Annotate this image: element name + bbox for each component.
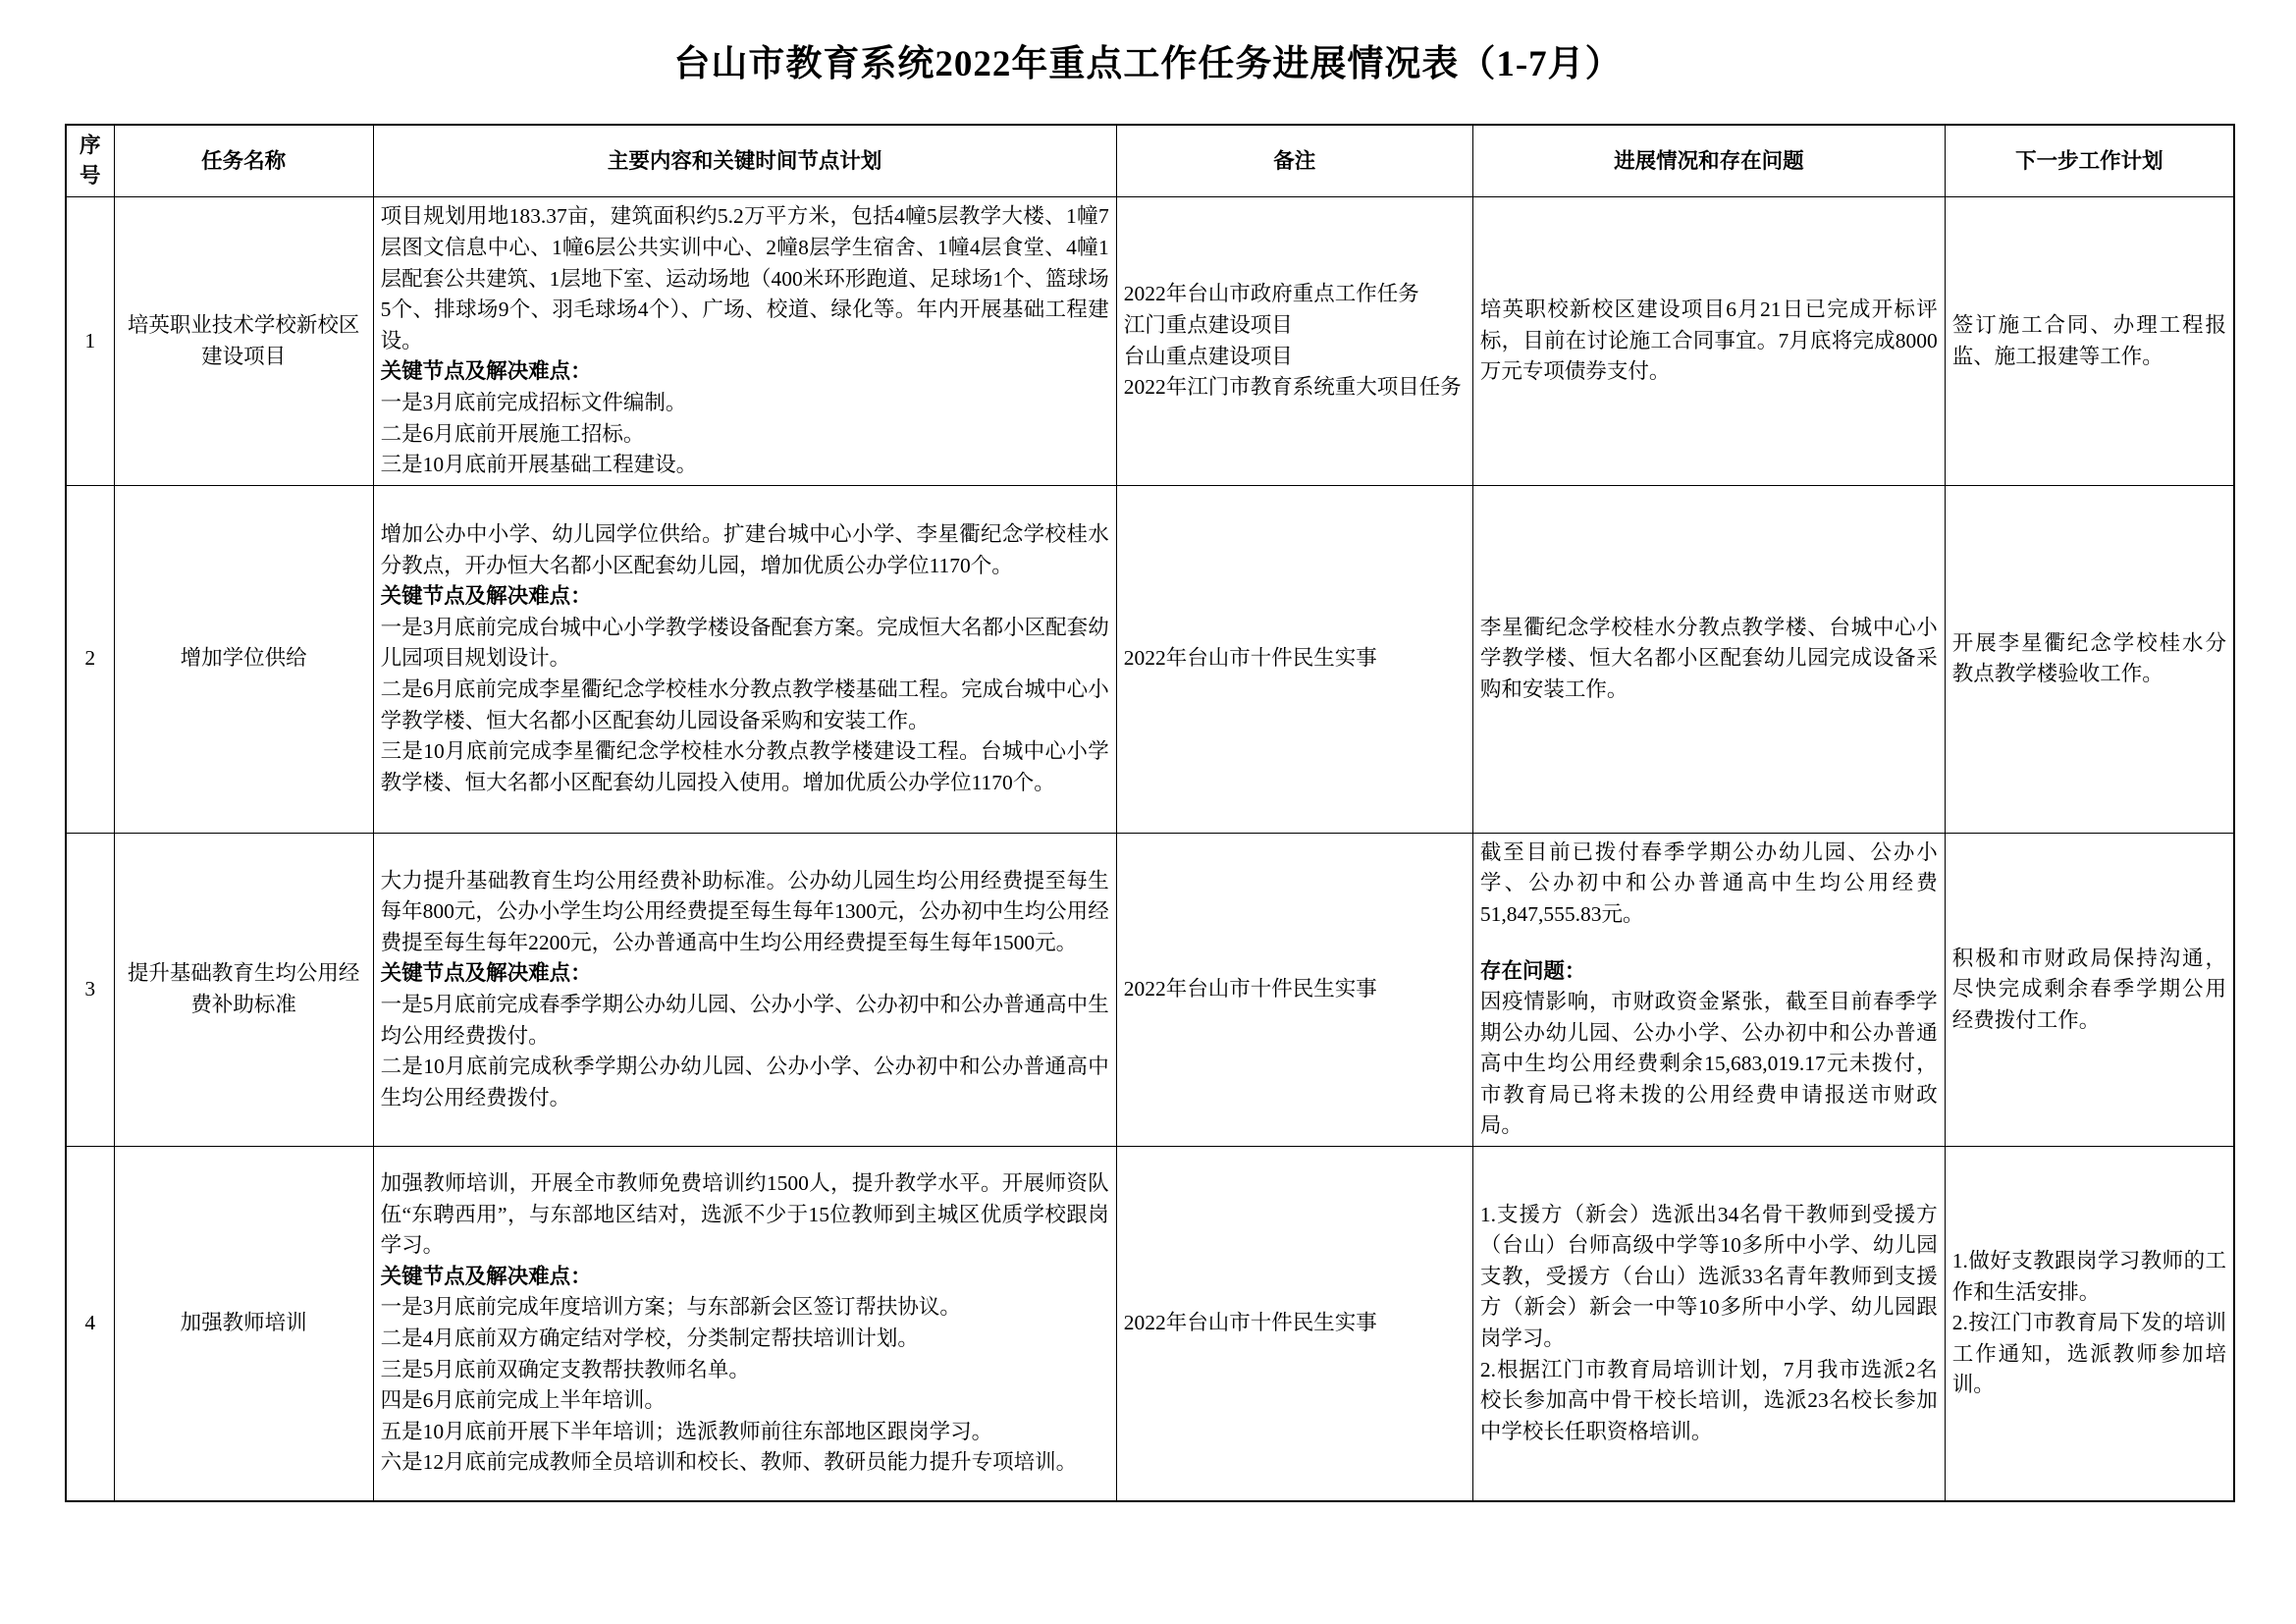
main-key-item: 一是3月底前完成招标文件编制。 bbox=[380, 390, 687, 414]
header-seq-line2: 号 bbox=[80, 164, 101, 189]
table-row bbox=[66, 485, 2234, 833]
row-seq: 1 bbox=[66, 197, 114, 485]
note-line: 2022年台山市十件民生实事 bbox=[1123, 1311, 1377, 1335]
main-key-label: 关键节点及解决难点： bbox=[380, 1264, 592, 1288]
note-line: 2022年台山市十件民生实事 bbox=[1123, 977, 1377, 1001]
progress-item: 1.支援方（新会）选派出34名骨干教师到受援方（台山）台师高级中学等10多所中小学、幼儿园支教，受援方（台山）选派33名青年教师到支援方（新会）新会一中等10多所中小学、幼儿园跟岗学习。 bbox=[1479, 1202, 1938, 1351]
main-key-item: 五是10月底前开展下半年培训；选派教师前往东部地区跟岗学习。 bbox=[380, 1419, 993, 1443]
spacer bbox=[1480, 931, 1938, 956]
main-key-item: 二是6月底前完成李星衢纪念学校桂水分教点教学楼基础工程。完成台城中心小学教学楼、恒大名都小区配套幼儿园设备采购和安装工作。 bbox=[380, 677, 1109, 732]
main-key-item: 二是6月底前开展施工招标。 bbox=[380, 421, 645, 446]
main-key-label: 关键节点及解决难点： bbox=[380, 359, 592, 384]
table-row bbox=[66, 833, 2234, 1146]
row-next-plan: 开展李星衢纪念学校桂水分教点教学楼验收工作。 bbox=[1945, 485, 2234, 833]
header-seq-line1: 序 bbox=[80, 133, 101, 157]
row-task-name: 培英职业技术学校新校区建设项目 bbox=[114, 197, 373, 485]
main-intro: 项目规划用地183.37亩，建筑面积约5.2万平方米，包括4幢5层教学大楼、1幢7层图文信息中心、1幢6层公共实训中心、2幢8层学生宿舍、1幢4层食堂、4幢1层配套公共建筑、1层地下室、运动场地（400米环形跑道、足球场1个、篮球场5个、排球场9个、羽毛球场4个）、广场、校道、绿化等。年内开展基础工程建设。 bbox=[380, 204, 1109, 352]
column-header-seq bbox=[66, 125, 114, 197]
row-progress bbox=[1472, 1147, 1945, 1502]
main-key-item: 六是12月底前完成教师全员培训和校长、教师、教研员能力提升专项培训。 bbox=[380, 1450, 1078, 1475]
column-header-next: 下一步工作计划 bbox=[1945, 125, 2234, 197]
main-key-item: 一是3月底前完成台城中心小学教学楼设备配套方案。完成恒大名都小区配套幼儿园项目规划设计。 bbox=[380, 615, 1109, 671]
main-intro: 增加公办中小学、幼儿园学位供给。扩建台城中心小学、李星衢纪念学校桂水分教点，开办恒大名都小区配套幼儿园，增加优质公办学位1170个。 bbox=[380, 522, 1109, 577]
row-seq: 3 bbox=[66, 833, 114, 1146]
table-row bbox=[66, 1147, 2234, 1502]
table-body bbox=[66, 197, 2234, 1501]
progress-problem-label: 存在问题： bbox=[1479, 958, 1586, 983]
column-header-note: 备注 bbox=[1116, 125, 1472, 197]
row-seq: 4 bbox=[66, 1147, 114, 1502]
row-main-content bbox=[373, 1147, 1116, 1502]
main-key-label: 关键节点及解决难点： bbox=[380, 961, 592, 986]
column-header-main: 主要内容和关键时间节点计划 bbox=[373, 125, 1116, 197]
row-main-content bbox=[373, 197, 1116, 485]
main-key-item: 三是10月底前完成李星衢纪念学校桂水分教点教学楼建设工程。台城中心小学教学楼、恒大名都小区配套幼儿园投入使用。增加优质公办学位1170个。 bbox=[380, 739, 1109, 794]
row-task-name: 增加学位供给 bbox=[114, 485, 373, 833]
row-main-content bbox=[373, 833, 1116, 1146]
main-intro: 大力提升基础教育生均公用经费补助标准。公办幼儿园生均公用经费提至每生每年800元，公办小学生均公用经费提至每生每年1300元，公办初中生均公用经费提至每生每年2200元，公办普通高中生均公用经费提至每生每年1500元。 bbox=[380, 868, 1109, 954]
row-seq: 2 bbox=[66, 485, 114, 833]
main-intro: 加强教师培训，开展全市教师免费培训约1500人，提升教学水平。开展师资队伍“东聘西用”，与东部地区结对，选派不少于15位教师到主城区优质学校跟岗学习。 bbox=[380, 1171, 1109, 1258]
progress-intro: 截至目前已拨付春季学期公办幼儿园、公办小学、公办初中和公办普通高中生均公用经费51,847,555.83元。 bbox=[1479, 839, 1938, 926]
main-key-item: 一是3月底前完成年度培训方案；与东部新会区签订帮扶协议。 bbox=[380, 1295, 961, 1320]
note-line: 2022年台山市十件民生实事 bbox=[1123, 646, 1377, 671]
row-note bbox=[1116, 197, 1472, 485]
note-line: 台山重点建设项目 bbox=[1123, 344, 1293, 368]
main-key-item: 二是10月底前完成秋季学期公办幼儿园、公办小学、公办初中和公办普通高中生均公用经费拨付。 bbox=[380, 1055, 1109, 1110]
main-key-item: 三是10月底前开展基础工程建设。 bbox=[380, 453, 698, 477]
note-line: 江门重点建设项目 bbox=[1123, 312, 1293, 337]
column-header-name: 任务名称 bbox=[114, 125, 373, 197]
row-next-plan: 积极和市财政局保持沟通，尽快完成剩余春季学期公用经费拨付工作。 bbox=[1945, 833, 2234, 1146]
row-note bbox=[1116, 1147, 1472, 1502]
table-row bbox=[66, 197, 2234, 485]
row-progress: 李星衢纪念学校桂水分教点教学楼、台城中心小学教学楼、恒大名都小区配套幼儿园完成设备采购和安装工作。 bbox=[1472, 485, 1945, 833]
main-key-item: 四是6月底前完成上半年培训。 bbox=[380, 1388, 666, 1413]
main-key-item: 二是4月底前双方确定结对学校，分类制定帮扶培训计划。 bbox=[380, 1326, 919, 1351]
main-key-label: 关键节点及解决难点： bbox=[380, 584, 592, 609]
row-note bbox=[1116, 485, 1472, 833]
row-note bbox=[1116, 833, 1472, 1146]
row-progress: 培英职校新校区建设项目6月21日已完成开标评标，目前在讨论施工合同事宜。7月底将完成8000万元专项债券支付。 bbox=[1472, 197, 1945, 485]
next-plan-item: 1.做好支教跟岗学习教师的工作和生活安排。 bbox=[1951, 1249, 2226, 1304]
progress-table bbox=[65, 124, 2235, 1502]
row-task-name: 加强教师培训 bbox=[114, 1147, 373, 1502]
row-main-content bbox=[373, 485, 1116, 833]
header-row bbox=[66, 125, 2234, 197]
note-line: 2022年台山市政府重点工作任务 bbox=[1123, 282, 1419, 306]
row-next-plan: 签订施工合同、办理工程报监、施工报建等工作。 bbox=[1945, 197, 2234, 485]
main-key-item: 三是5月底前双确定支教帮扶教师名单。 bbox=[380, 1357, 750, 1381]
progress-table-container bbox=[0, 124, 2296, 1502]
column-header-progress: 进展情况和存在问题 bbox=[1472, 125, 1945, 197]
row-task-name: 提升基础教育生均公用经费补助标准 bbox=[114, 833, 373, 1146]
main-key-item: 一是5月底前完成春季学期公办幼儿园、公办小学、公办初中和公办普通高中生均公用经费拨付。 bbox=[380, 992, 1109, 1048]
note-line: 2022年江门市教育系统重大项目任务 bbox=[1123, 375, 1462, 400]
progress-item: 2.根据江门市教育局培训计划，7月我市选派2名校长参加高中骨干校长培训，选派23名校长参加中学校长任职资格培训。 bbox=[1479, 1357, 1938, 1443]
progress-problem-text: 因疫情影响，市财政资金紧张，截至目前春季学期公办幼儿园、公办小学、公办初中和公办普通高中生均公用经费剩余15,683,019.17元未拨付，市教育局已将未拨的公用经费申请报送市财政局。 bbox=[1479, 990, 1938, 1138]
page-title: 台山市教育系统2022年重点工作任务进展情况表（1-7月） bbox=[673, 44, 1623, 84]
table-header bbox=[66, 125, 2234, 197]
next-plan-item: 2.按江门市教育局下发的培训工作通知，选派教师参加培训。 bbox=[1951, 1311, 2226, 1397]
row-progress bbox=[1472, 833, 1945, 1146]
row-next-plan bbox=[1945, 1147, 2234, 1502]
